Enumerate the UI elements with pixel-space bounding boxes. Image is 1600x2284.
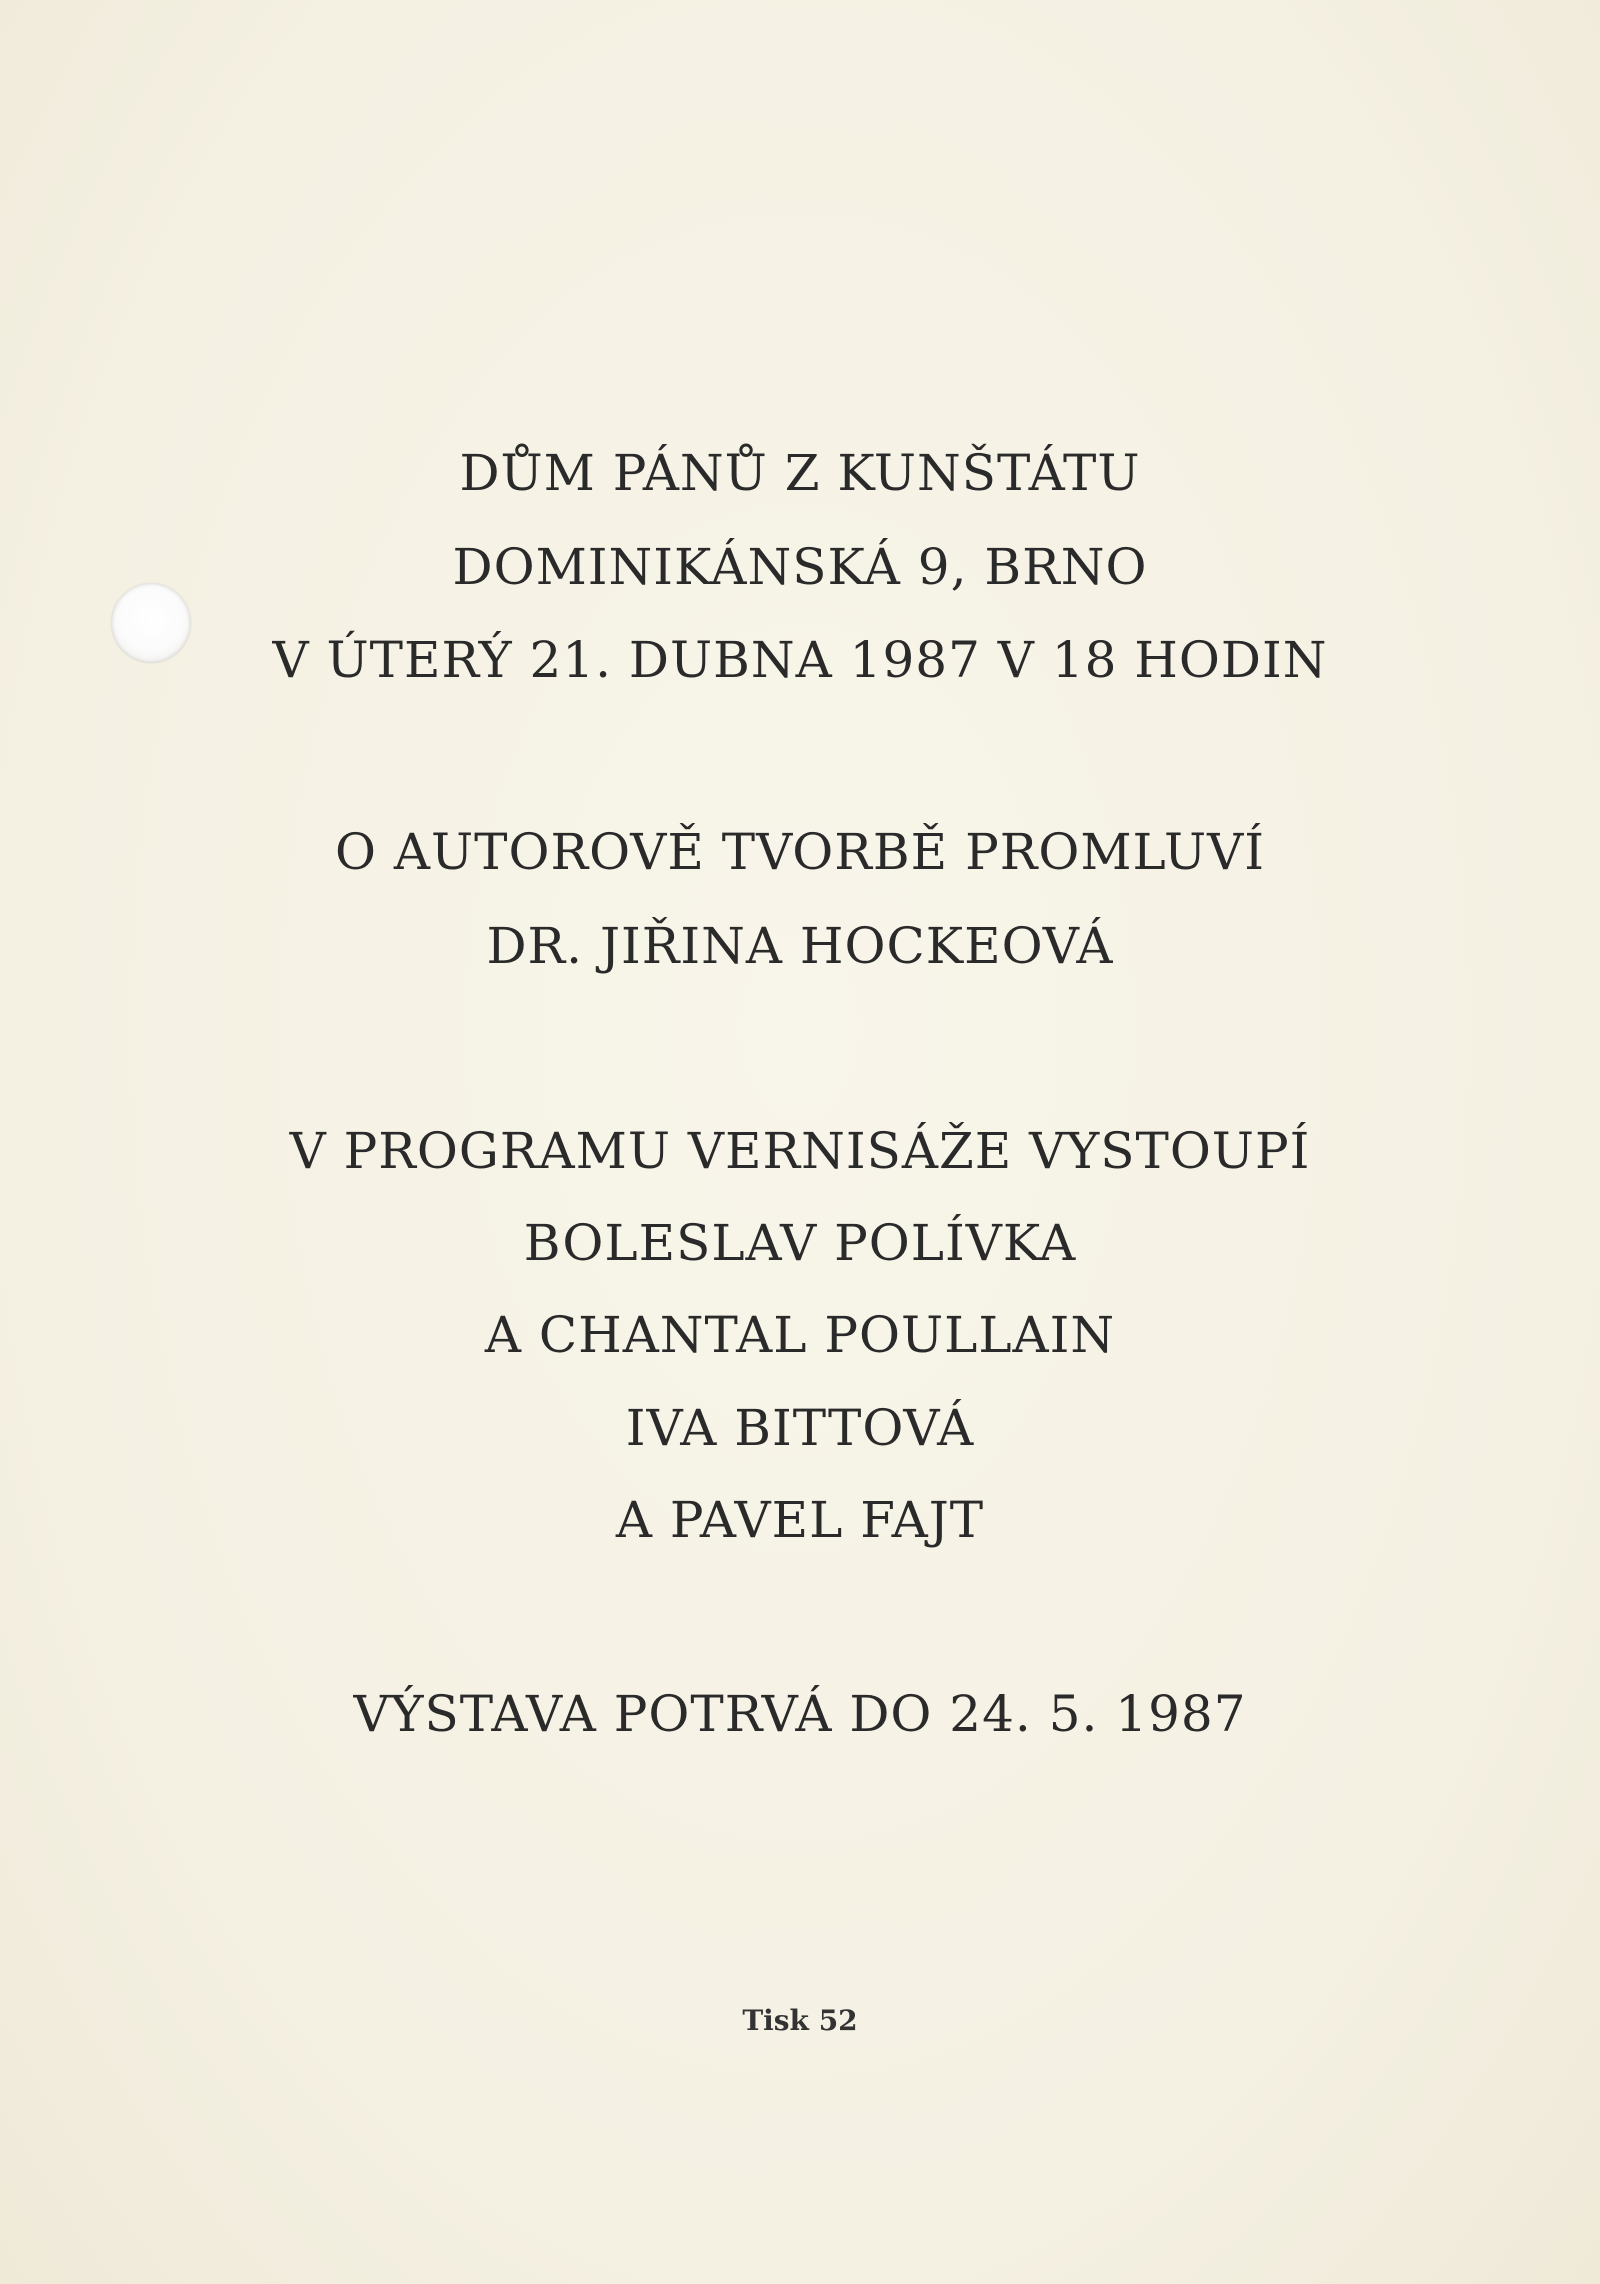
speaker-name: DR. JIŘINA HOCKEOVÁ bbox=[486, 917, 1114, 975]
print-note: Tisk 52 bbox=[742, 2004, 858, 2037]
event-datetime: V ÚTERÝ 21. DUBNA 1987 V 18 HODIN bbox=[272, 631, 1328, 689]
venue-name: DŮM PÁNŮ Z KUNŠTÁTU bbox=[459, 444, 1141, 502]
speaker-intro: O AUTOROVĚ TVORBĚ PROMLUVÍ bbox=[334, 823, 1266, 881]
performer-line: IVA BITTOVÁ bbox=[625, 1399, 975, 1457]
performer-line: BOLESLAV POLÍVKA bbox=[523, 1214, 1077, 1272]
venue-address: DOMINIKÁNSKÁ 9, BRNO bbox=[452, 538, 1148, 596]
exhibition-duration: VÝSTAVA POTRVÁ DO 24. 5. 1987 bbox=[353, 1685, 1247, 1743]
performer-line: A CHANTAL POULLAIN bbox=[484, 1306, 1116, 1364]
program-intro: V PROGRAMU VERNISÁŽE VYSTOUPÍ bbox=[289, 1122, 1311, 1180]
performer-line: A PAVEL FAJT bbox=[615, 1491, 985, 1549]
